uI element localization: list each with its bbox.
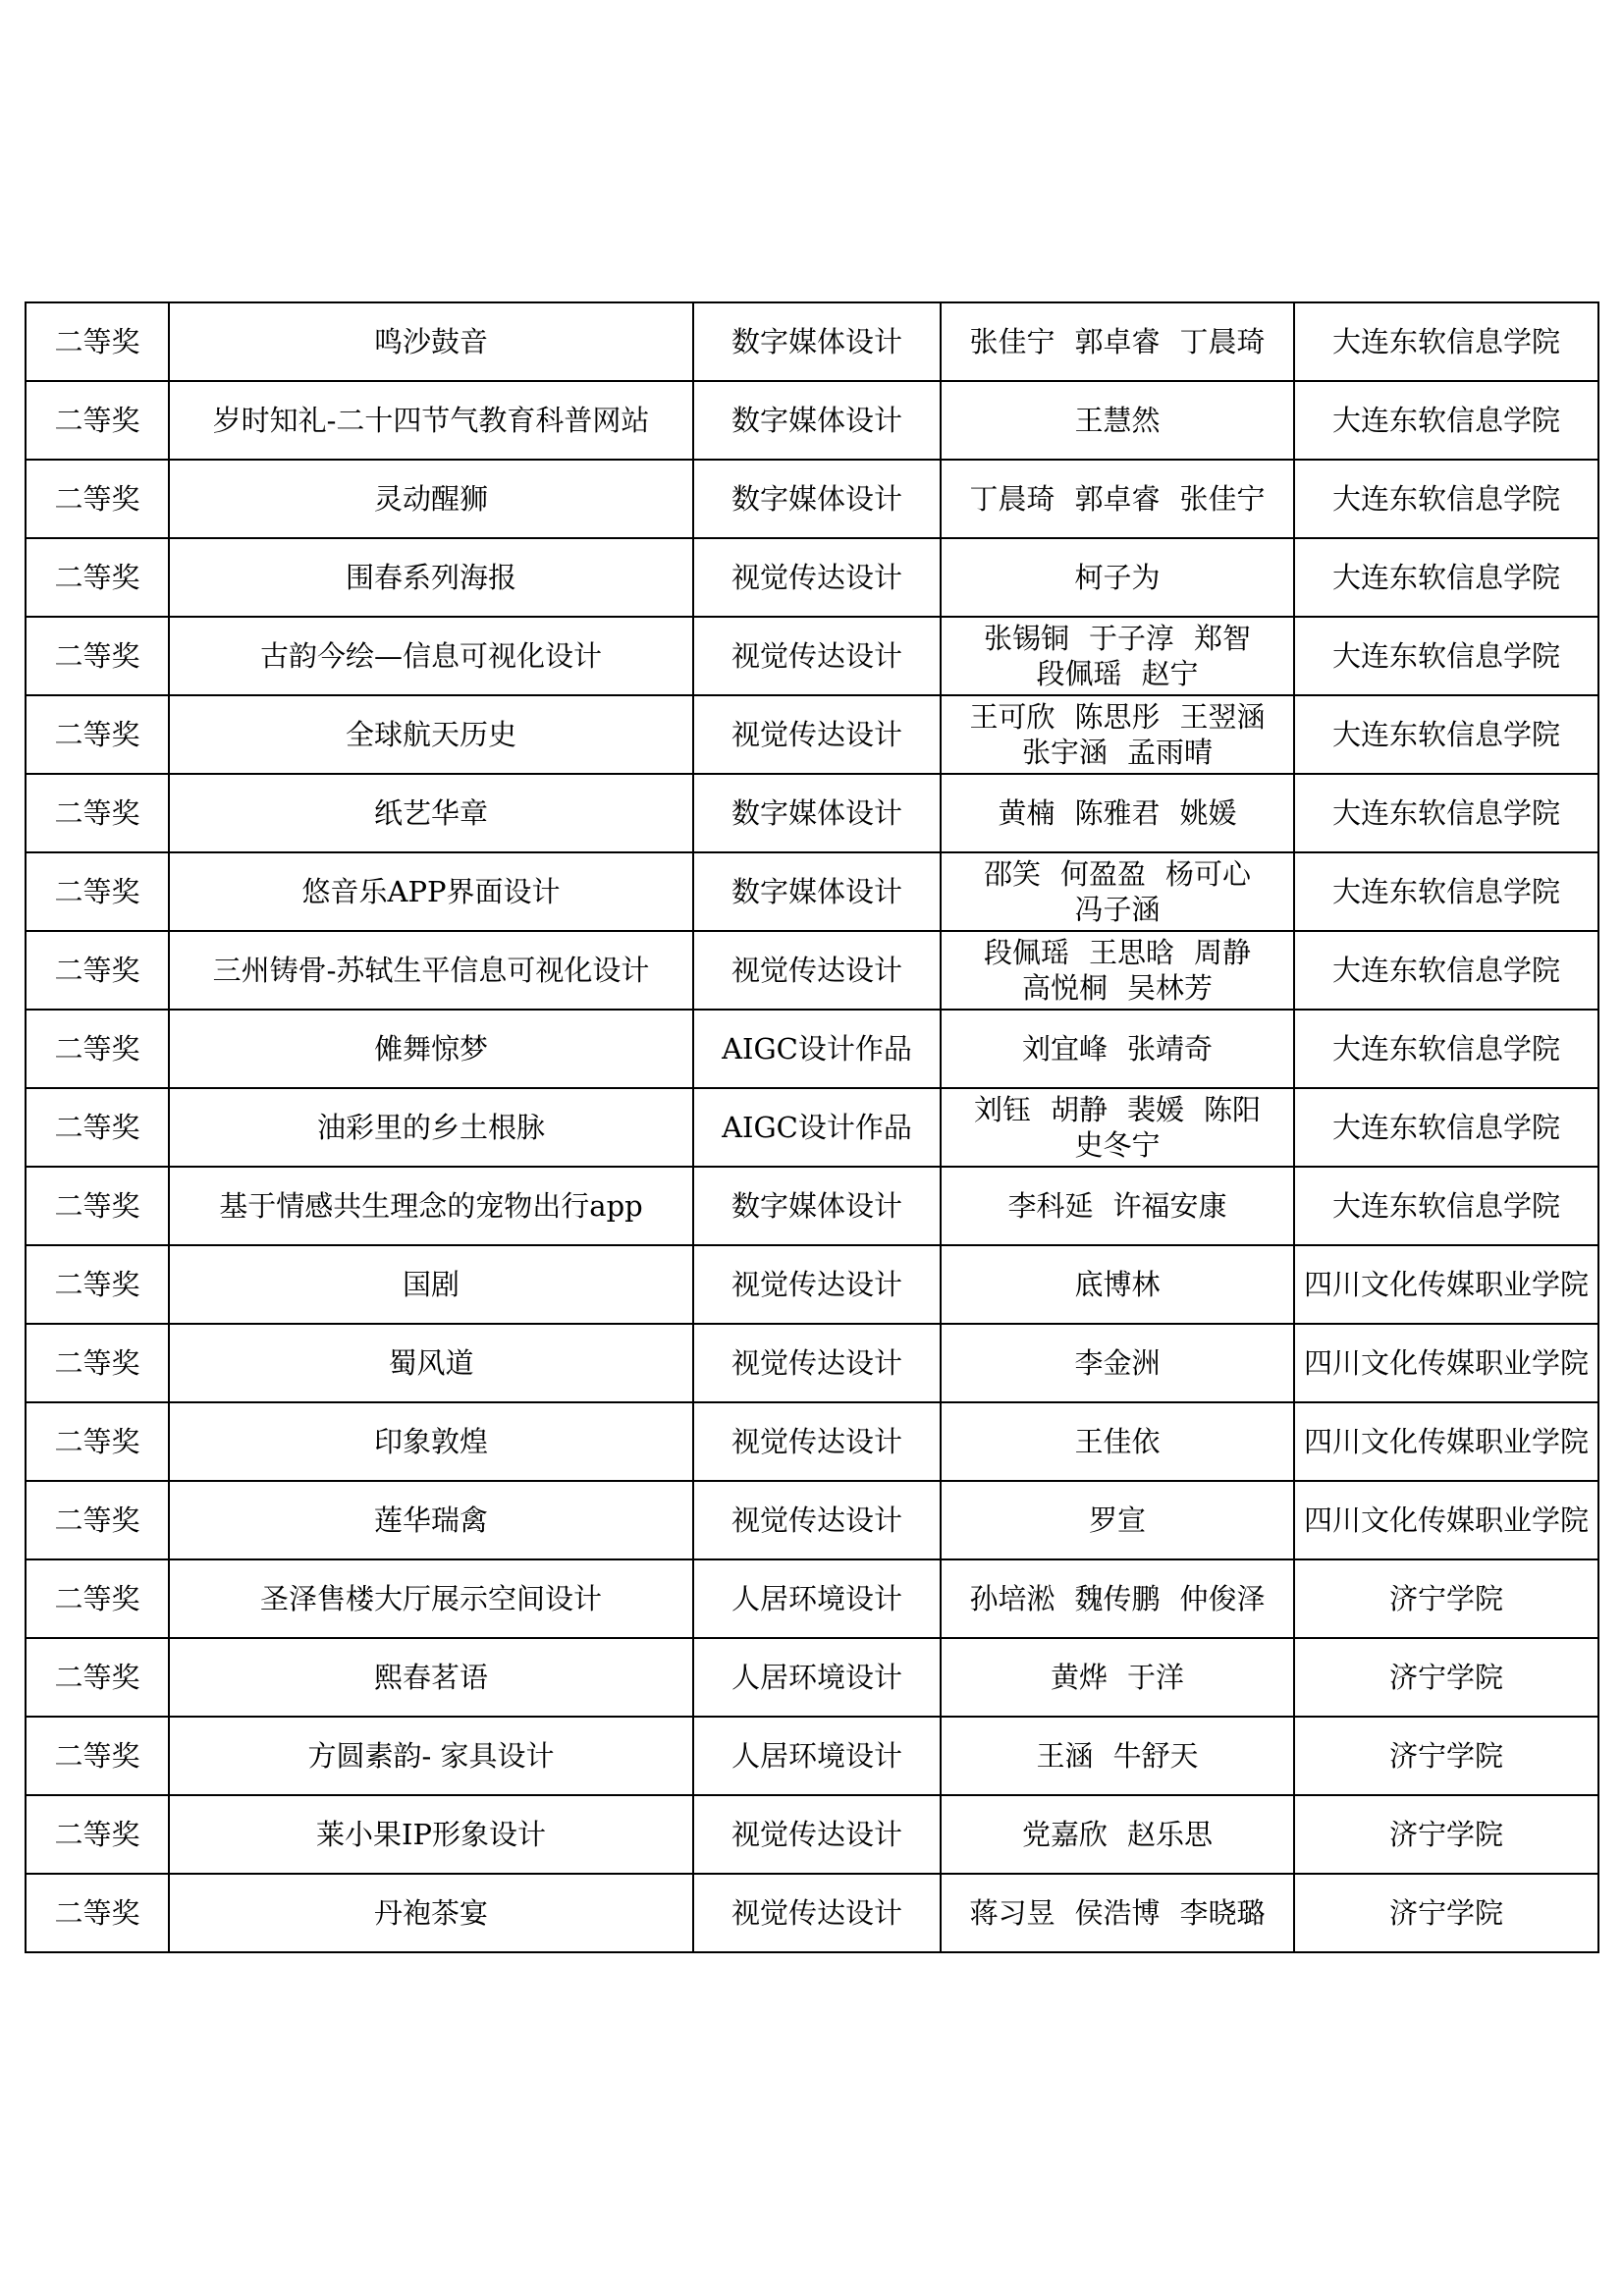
award-table [25, 301, 1599, 1953]
table-row [26, 381, 1598, 460]
award-text: 二等奖 [54, 875, 140, 908]
school-text: 大连东软信息学院 [1331, 639, 1560, 673]
category-text: 数字媒体设计 [730, 482, 902, 516]
work-title-text: 鸣沙鼓音 [373, 325, 488, 358]
school-text: 济宁学院 [1388, 1661, 1503, 1694]
author-name: 许福安康 [1112, 1189, 1227, 1223]
school-text: 大连东软信息学院 [1331, 1189, 1560, 1223]
work-title-cell [169, 1795, 693, 1874]
table-row [26, 852, 1598, 931]
work-title-cell [169, 1874, 693, 1952]
school-cell [1294, 1559, 1598, 1638]
category-text: 数字媒体设计 [730, 325, 902, 358]
category-cell [693, 1874, 941, 1952]
work-title-text: 灵动醒狮 [373, 482, 488, 516]
author-name: 于子淳 [1088, 622, 1174, 655]
author-name: 裴媛 [1127, 1093, 1185, 1126]
author-name: 罗宣 [1088, 1503, 1146, 1537]
table-row [26, 1010, 1598, 1088]
authors-cell [941, 460, 1294, 538]
work-title-cell [169, 1717, 693, 1795]
author-name: 孟雨晴 [1127, 736, 1214, 769]
school-text: 大连东软信息学院 [1331, 325, 1560, 358]
award-text: 二等奖 [54, 954, 140, 987]
author-name: 史冬宁 [1074, 1128, 1161, 1162]
work-title-text: 基于情感共生理念的宠物出行app [219, 1189, 643, 1223]
award-text: 二等奖 [54, 482, 140, 516]
school-text: 济宁学院 [1388, 1818, 1503, 1851]
award-text: 二等奖 [54, 1346, 140, 1380]
author-name: 侯浩博 [1074, 1896, 1161, 1930]
category-cell [693, 1324, 941, 1402]
school-cell [1294, 852, 1598, 931]
award-cell [26, 1010, 169, 1088]
work-title-text: 古韵今绘—信息可视化设计 [259, 639, 602, 673]
table-row [26, 1481, 1598, 1559]
category-cell [693, 774, 941, 852]
table-row [26, 1874, 1598, 1952]
category-text: 人居环境设计 [730, 1739, 902, 1773]
award-text: 二等奖 [54, 718, 140, 751]
table-row [26, 460, 1598, 538]
author-name: 陈思彤 [1074, 700, 1161, 734]
author-name: 刘宜峰 [1021, 1032, 1108, 1066]
author-name: 于洋 [1127, 1661, 1185, 1694]
author-name: 郭卓睿 [1074, 325, 1161, 358]
category-text: 视觉传达设计 [730, 1346, 902, 1380]
category-text: 视觉传达设计 [730, 718, 902, 751]
category-text: 视觉传达设计 [730, 1818, 902, 1851]
work-title-text: 莱小果IP形象设计 [316, 1818, 546, 1851]
authors-cell [941, 1717, 1294, 1795]
authors-cell [941, 381, 1294, 460]
school-text: 大连东软信息学院 [1331, 482, 1560, 516]
work-title-cell [169, 1010, 693, 1088]
table-row [26, 1402, 1598, 1481]
author-name: 张锡铜 [983, 622, 1069, 655]
work-title-text: 全球航天历史 [345, 718, 516, 751]
award-text: 二等奖 [54, 561, 140, 594]
table-row [26, 1559, 1598, 1638]
school-cell [1294, 1324, 1598, 1402]
school-cell [1294, 538, 1598, 617]
award-text: 二等奖 [54, 796, 140, 830]
work-title-cell [169, 774, 693, 852]
author-name: 刘钰 [973, 1093, 1031, 1126]
table-row [26, 302, 1598, 381]
author-name: 郑智 [1194, 622, 1252, 655]
category-cell [693, 1638, 941, 1717]
work-title-cell [169, 1088, 693, 1167]
category-cell [693, 1795, 941, 1874]
work-title-cell [169, 1559, 693, 1638]
work-title-text: 丹袍茶宴 [373, 1896, 488, 1930]
category-cell [693, 617, 941, 695]
work-title-cell [169, 931, 693, 1010]
work-title-cell [169, 1167, 693, 1245]
author-name: 丁晨琦 [1179, 325, 1266, 358]
table-row [26, 931, 1598, 1010]
award-cell [26, 1717, 169, 1795]
category-cell [693, 1167, 941, 1245]
award-cell [26, 852, 169, 931]
table-row [26, 1795, 1598, 1874]
work-title-cell [169, 1638, 693, 1717]
table-row [26, 1088, 1598, 1167]
author-name: 王思晗 [1088, 936, 1174, 969]
school-text: 大连东软信息学院 [1331, 718, 1560, 751]
work-title-cell [169, 381, 693, 460]
category-text: 视觉传达设计 [730, 1268, 902, 1301]
school-text: 大连东软信息学院 [1331, 1111, 1560, 1144]
table-row [26, 1245, 1598, 1324]
author-name: 李科延 [1007, 1189, 1094, 1223]
category-text: 数字媒体设计 [730, 875, 902, 908]
table-row [26, 1324, 1598, 1402]
author-name: 冯子涵 [1074, 893, 1161, 926]
school-cell [1294, 1245, 1598, 1324]
author-name: 姚媛 [1179, 796, 1237, 830]
school-cell [1294, 1717, 1598, 1795]
author-name: 柯子为 [1074, 561, 1161, 594]
author-name: 邵笑 [983, 857, 1041, 891]
author-name: 仲俊泽 [1179, 1582, 1266, 1615]
award-text: 二等奖 [54, 404, 140, 437]
work-title-text: 熙春茗语 [373, 1661, 488, 1694]
category-cell [693, 1402, 941, 1481]
work-title-text: 纸艺华章 [373, 796, 488, 830]
award-cell [26, 1402, 169, 1481]
award-text: 二等奖 [54, 639, 140, 673]
school-cell [1294, 695, 1598, 774]
category-text: 视觉传达设计 [730, 561, 902, 594]
author-name: 张佳宁 [1179, 482, 1266, 516]
award-cell [26, 617, 169, 695]
author-name: 段佩瑶 [1036, 657, 1122, 690]
table-row [26, 1167, 1598, 1245]
authors-cell [941, 302, 1294, 381]
author-name: 陈雅君 [1074, 796, 1161, 830]
school-text: 四川文化传媒职业学院 [1303, 1268, 1589, 1301]
award-cell [26, 695, 169, 774]
school-text: 济宁学院 [1388, 1739, 1503, 1773]
work-title-text: 傩舞惊梦 [373, 1032, 488, 1066]
author-name: 周静 [1194, 936, 1252, 969]
award-text: 二等奖 [54, 325, 140, 358]
category-cell [693, 1717, 941, 1795]
category-text: 视觉传达设计 [730, 1425, 902, 1458]
work-title-cell [169, 1245, 693, 1324]
award-cell [26, 1088, 169, 1167]
award-text: 二等奖 [54, 1896, 140, 1930]
author-name: 党嘉欣 [1021, 1818, 1108, 1851]
school-cell [1294, 1638, 1598, 1717]
authors-cell [941, 695, 1294, 774]
category-text: 视觉传达设计 [730, 954, 902, 987]
award-cell [26, 381, 169, 460]
award-text: 二等奖 [54, 1582, 140, 1615]
award-cell [26, 302, 169, 381]
category-text: 数字媒体设计 [730, 1189, 902, 1223]
work-title-cell [169, 1324, 693, 1402]
work-title-text: 岁时知礼-二十四节气教育科普网站 [212, 404, 650, 437]
award-text: 二等奖 [54, 1818, 140, 1851]
award-cell [26, 931, 169, 1010]
author-name: 底博林 [1074, 1268, 1161, 1301]
authors-cell [941, 1324, 1294, 1402]
school-text: 四川文化传媒职业学院 [1303, 1503, 1589, 1537]
work-title-text: 围春系列海报 [345, 561, 516, 594]
school-text: 大连东软信息学院 [1331, 561, 1560, 594]
author-name: 张靖奇 [1127, 1032, 1214, 1066]
work-title-text: 蜀风道 [388, 1346, 474, 1380]
award-cell [26, 1874, 169, 1952]
work-title-text: 国剧 [402, 1268, 460, 1301]
category-cell [693, 1088, 941, 1167]
work-title-cell [169, 695, 693, 774]
school-cell [1294, 931, 1598, 1010]
school-text: 大连东软信息学院 [1331, 954, 1560, 987]
authors-cell [941, 1795, 1294, 1874]
work-title-text: 莲华瑞禽 [373, 1503, 488, 1537]
author-name: 黄楠 [998, 796, 1055, 830]
authors-cell [941, 1559, 1294, 1638]
author-name: 李金洲 [1074, 1346, 1161, 1380]
category-cell [693, 931, 941, 1010]
author-name: 吴林芳 [1127, 971, 1214, 1005]
author-name: 丁晨琦 [969, 482, 1055, 516]
school-cell [1294, 1167, 1598, 1245]
work-title-cell [169, 617, 693, 695]
school-cell [1294, 1481, 1598, 1559]
author-name: 王可欣 [969, 700, 1055, 734]
category-cell [693, 1245, 941, 1324]
authors-cell [941, 1010, 1294, 1088]
work-title-cell [169, 302, 693, 381]
author-name: 张宇涵 [1021, 736, 1108, 769]
school-cell [1294, 1088, 1598, 1167]
table-row [26, 695, 1598, 774]
category-text: 视觉传达设计 [730, 1896, 902, 1930]
category-cell [693, 1559, 941, 1638]
author-name: 陈阳 [1204, 1093, 1262, 1126]
work-title-cell [169, 1481, 693, 1559]
category-cell [693, 381, 941, 460]
author-name: 赵乐思 [1127, 1818, 1214, 1851]
school-text: 大连东软信息学院 [1331, 404, 1560, 437]
authors-cell [941, 1167, 1294, 1245]
author-name: 赵宁 [1141, 657, 1199, 690]
authors-cell [941, 774, 1294, 852]
author-name: 胡静 [1050, 1093, 1108, 1126]
category-text: 数字媒体设计 [730, 796, 902, 830]
award-text: 二等奖 [54, 1661, 140, 1694]
author-name: 王佳依 [1074, 1425, 1161, 1458]
award-text: 二等奖 [54, 1032, 140, 1066]
school-text: 四川文化传媒职业学院 [1303, 1425, 1589, 1458]
award-cell [26, 1559, 169, 1638]
work-title-text: 三州铸骨-苏轼生平信息可视化设计 [212, 954, 650, 987]
authors-cell [941, 1088, 1294, 1167]
award-text: 二等奖 [54, 1739, 140, 1773]
author-name: 李晓璐 [1179, 1896, 1266, 1930]
work-title-cell [169, 460, 693, 538]
authors-cell [941, 852, 1294, 931]
award-cell [26, 1167, 169, 1245]
school-cell [1294, 381, 1598, 460]
award-cell [26, 460, 169, 538]
award-cell [26, 1795, 169, 1874]
author-name: 孙培淞 [969, 1582, 1055, 1615]
category-cell [693, 695, 941, 774]
school-cell [1294, 1874, 1598, 1952]
category-text: 视觉传达设计 [730, 1503, 902, 1537]
authors-cell [941, 1638, 1294, 1717]
school-cell [1294, 302, 1598, 381]
authors-cell [941, 1245, 1294, 1324]
author-name: 段佩瑶 [983, 936, 1069, 969]
award-cell [26, 1245, 169, 1324]
authors-cell [941, 617, 1294, 695]
award-text: 二等奖 [54, 1503, 140, 1537]
category-text: 人居环境设计 [730, 1582, 902, 1615]
award-text: 二等奖 [54, 1189, 140, 1223]
category-text: AIGC设计作品 [722, 1032, 912, 1066]
school-text: 四川文化传媒职业学院 [1303, 1346, 1589, 1380]
school-text: 济宁学院 [1388, 1582, 1503, 1615]
work-title-text: 悠音乐APP界面设计 [301, 875, 561, 908]
authors-cell [941, 1874, 1294, 1952]
work-title-text: 油彩里的乡土根脉 [316, 1111, 545, 1144]
category-cell [693, 1481, 941, 1559]
award-cell [26, 538, 169, 617]
school-cell [1294, 1010, 1598, 1088]
award-table-body [26, 302, 1598, 1952]
authors-cell [941, 931, 1294, 1010]
award-cell [26, 774, 169, 852]
work-title-cell [169, 538, 693, 617]
work-title-cell [169, 1402, 693, 1481]
authors-cell [941, 1481, 1294, 1559]
author-name: 蒋习昱 [969, 1896, 1055, 1930]
category-cell [693, 852, 941, 931]
author-name: 高悦桐 [1021, 971, 1108, 1005]
school-cell [1294, 460, 1598, 538]
award-cell [26, 1481, 169, 1559]
category-text: 视觉传达设计 [730, 639, 902, 673]
author-name: 魏传鹏 [1074, 1582, 1161, 1615]
award-text: 二等奖 [54, 1268, 140, 1301]
author-name: 王涵 [1036, 1739, 1094, 1773]
author-name: 牛舒天 [1112, 1739, 1199, 1773]
table-row [26, 1638, 1598, 1717]
author-name: 王慧然 [1074, 404, 1161, 437]
school-cell [1294, 617, 1598, 695]
author-name: 王翌涵 [1179, 700, 1266, 734]
author-name: 郭卓睿 [1074, 482, 1161, 516]
school-text: 大连东软信息学院 [1331, 796, 1560, 830]
authors-cell [941, 538, 1294, 617]
table-row [26, 774, 1598, 852]
award-cell [26, 1638, 169, 1717]
category-text: 人居环境设计 [730, 1661, 902, 1694]
category-cell [693, 302, 941, 381]
work-title-text: 方圆素韵- 家具设计 [307, 1739, 555, 1773]
category-cell [693, 460, 941, 538]
school-cell [1294, 1795, 1598, 1874]
table-row [26, 617, 1598, 695]
authors-cell [941, 1402, 1294, 1481]
category-cell [693, 1010, 941, 1088]
author-name: 杨可心 [1165, 857, 1252, 891]
work-title-cell [169, 852, 693, 931]
author-name: 何盈盈 [1059, 857, 1146, 891]
school-cell [1294, 774, 1598, 852]
category-text: AIGC设计作品 [722, 1111, 912, 1144]
category-cell [693, 538, 941, 617]
school-text: 济宁学院 [1388, 1896, 1503, 1930]
award-cell [26, 1324, 169, 1402]
table-row [26, 1717, 1598, 1795]
school-text: 大连东软信息学院 [1331, 875, 1560, 908]
category-text: 数字媒体设计 [730, 404, 902, 437]
author-name: 张佳宁 [969, 325, 1055, 358]
school-text: 大连东软信息学院 [1331, 1032, 1560, 1066]
award-text: 二等奖 [54, 1425, 140, 1458]
table-row [26, 538, 1598, 617]
work-title-text: 圣泽售楼大厅展示空间设计 [259, 1582, 602, 1615]
author-name: 黄烨 [1050, 1661, 1108, 1694]
award-text: 二等奖 [54, 1111, 140, 1144]
school-cell [1294, 1402, 1598, 1481]
work-title-text: 印象敦煌 [373, 1425, 488, 1458]
